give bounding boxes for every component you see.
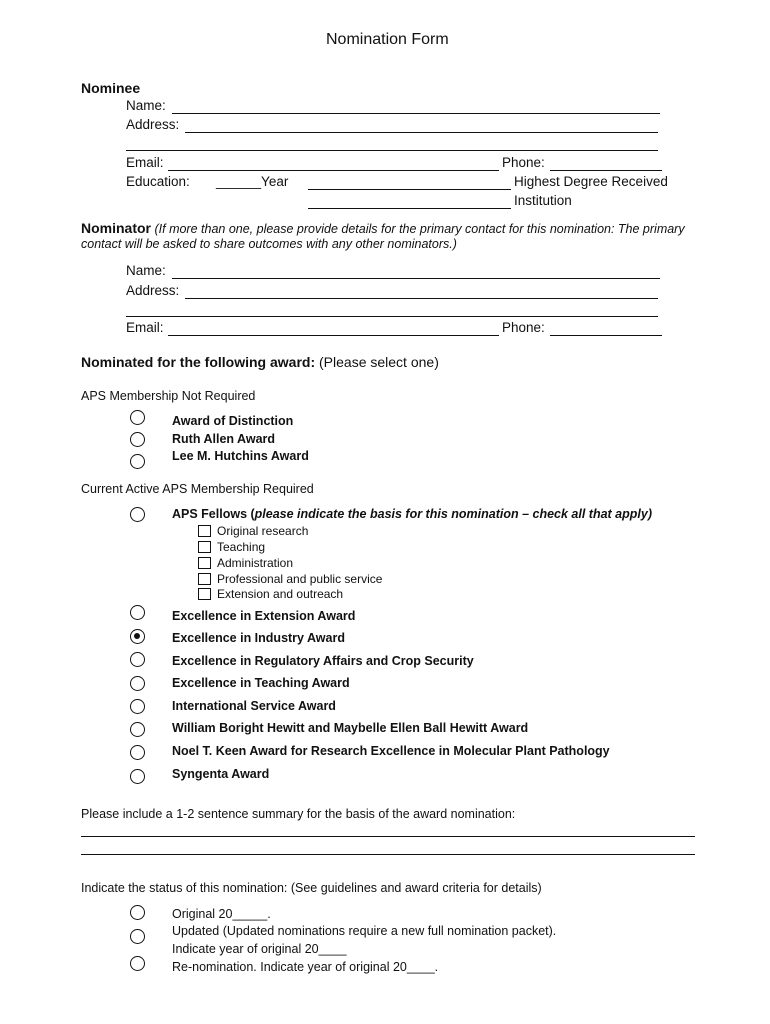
status-updated-label: Updated (Updated nominations require a new full nomination packet). — [172, 924, 557, 938]
nominee-heading: Nominee — [81, 80, 141, 96]
nominator-email-field[interactable] — [168, 335, 499, 336]
fellows-checkbox-research[interactable] — [198, 525, 211, 537]
award-radio-international[interactable] — [130, 699, 145, 714]
status-radio-renomination[interactable] — [130, 956, 145, 971]
award-radio-regulatory[interactable] — [130, 652, 145, 667]
nominee-year-field[interactable]: ______Year — [216, 174, 289, 189]
fellows-note: please indicate the basis for this nomination – check all that apply) — [254, 507, 652, 521]
award-radio-extension[interactable] — [130, 605, 145, 620]
summary-line-1[interactable] — [81, 836, 695, 837]
status-label: Indicate the status of this nomination: (See guidelines and award criteria for details) — [81, 881, 542, 895]
fellows-option-extension: Extension and outreach — [217, 587, 344, 601]
award-heading-note: (Please select one) — [319, 354, 439, 370]
status-renomination-label: Re-nomination. Indicate year of original 20____. — [172, 960, 439, 974]
award-radio-keen[interactable] — [130, 745, 145, 760]
nominee-education-label: Education: — [126, 174, 190, 189]
status-radio-updated[interactable] — [130, 929, 145, 944]
status-original-label: Original 20_____. — [172, 907, 271, 921]
fellows-option-administration: Administration — [217, 556, 294, 570]
nominee-phone-field[interactable] — [550, 170, 662, 171]
fellows-option-research: Original research — [217, 524, 309, 538]
award-heading-row — [81, 354, 439, 370]
fellows-option-teaching: Teaching — [217, 540, 266, 554]
nominee-name-label: Name: — [126, 98, 166, 113]
award-radio-ruth-allen[interactable] — [130, 432, 145, 447]
award-radio-distinction[interactable] — [130, 410, 145, 425]
nominee-degree-field[interactable] — [308, 189, 511, 190]
summary-line-2[interactable] — [81, 854, 695, 855]
award-label-distinction: Award of Distinction — [172, 414, 294, 428]
nominator-heading: Nominator — [81, 220, 151, 236]
award-label-international: International Service Award — [172, 699, 336, 713]
nominator-address-label: Address: — [126, 283, 180, 298]
award-radio-industry[interactable] — [130, 629, 145, 644]
nominee-email-field[interactable] — [168, 170, 499, 171]
nominator-note: (If more than one, please provide details for the primary contact for this nomination: The primary — [154, 222, 685, 236]
nominator-heading-row — [81, 220, 685, 236]
group1-label: APS Membership Not Required — [81, 389, 256, 403]
award-label-extension: Excellence in Extension Award — [172, 609, 356, 623]
status-updated-year: Indicate year of original 20____ — [172, 942, 347, 956]
nominator-phone-field[interactable] — [550, 335, 662, 336]
page-title: Nomination Form — [326, 31, 449, 48]
group2-label: Current Active APS Membership Required — [81, 482, 314, 496]
fellows-checkbox-teaching[interactable] — [198, 541, 211, 553]
award-label-hutchins: Lee M. Hutchins Award — [172, 449, 309, 463]
fellows-label: APS Fellows ( — [172, 507, 255, 521]
award-label-keen: Noel T. Keen Award for Research Excellence in Molecular Plant Pathology — [172, 744, 610, 758]
award-radio-fellows[interactable] — [130, 507, 145, 522]
status-radio-original[interactable] — [130, 905, 145, 920]
nominator-phone-label: Phone: — [502, 320, 545, 335]
nominator-email-label: Email: — [126, 320, 164, 335]
award-radio-syngenta[interactable] — [130, 769, 145, 784]
nominator-name-field[interactable] — [172, 278, 660, 279]
nominee-address-label: Address: — [126, 117, 180, 132]
nominee-institution-label: Institution — [514, 193, 572, 208]
nominee-institution-field[interactable] — [308, 208, 511, 209]
nominee-name-field[interactable] — [172, 113, 660, 114]
award-label-hewitt: William Boright Hewitt and Maybelle Ellen Ball Hewitt Award — [172, 721, 529, 735]
fellows-checkbox-extension[interactable] — [198, 588, 211, 600]
summary-label: Please include a 1-2 sentence summary for the basis of the award nomination: — [81, 807, 516, 821]
fellows-label-row — [172, 507, 652, 521]
award-label-teaching: Excellence in Teaching Award — [172, 676, 350, 690]
nominee-address-field-2[interactable] — [126, 150, 658, 151]
award-radio-hutchins[interactable] — [130, 454, 145, 469]
nominee-address-field[interactable] — [185, 132, 658, 133]
award-radio-hewitt[interactable] — [130, 722, 145, 737]
nominee-email-label: Email: — [126, 155, 164, 170]
nominator-address-field[interactable] — [185, 298, 658, 299]
award-radio-teaching[interactable] — [130, 676, 145, 691]
award-label-syngenta: Syngenta Award — [172, 767, 270, 781]
fellows-checkbox-administration[interactable] — [198, 557, 211, 569]
nominator-note-2: contact will be asked to share outcomes with any other nominators.) — [81, 237, 457, 251]
award-label-industry: Excellence in Industry Award — [172, 631, 345, 645]
nominee-degree-label: Highest Degree Received — [514, 174, 668, 189]
nominator-address-field-2[interactable] — [126, 316, 658, 317]
award-heading: Nominated for the following award: — [81, 354, 316, 370]
nominator-name-label: Name: — [126, 263, 166, 278]
nominee-phone-label: Phone: — [502, 155, 545, 170]
fellows-checkbox-service[interactable] — [198, 573, 211, 585]
award-label-ruth-allen: Ruth Allen Award — [172, 432, 276, 446]
fellows-option-service: Professional and public service — [217, 572, 383, 586]
award-label-regulatory: Excellence in Regulatory Affairs and Crop Security — [172, 654, 474, 668]
